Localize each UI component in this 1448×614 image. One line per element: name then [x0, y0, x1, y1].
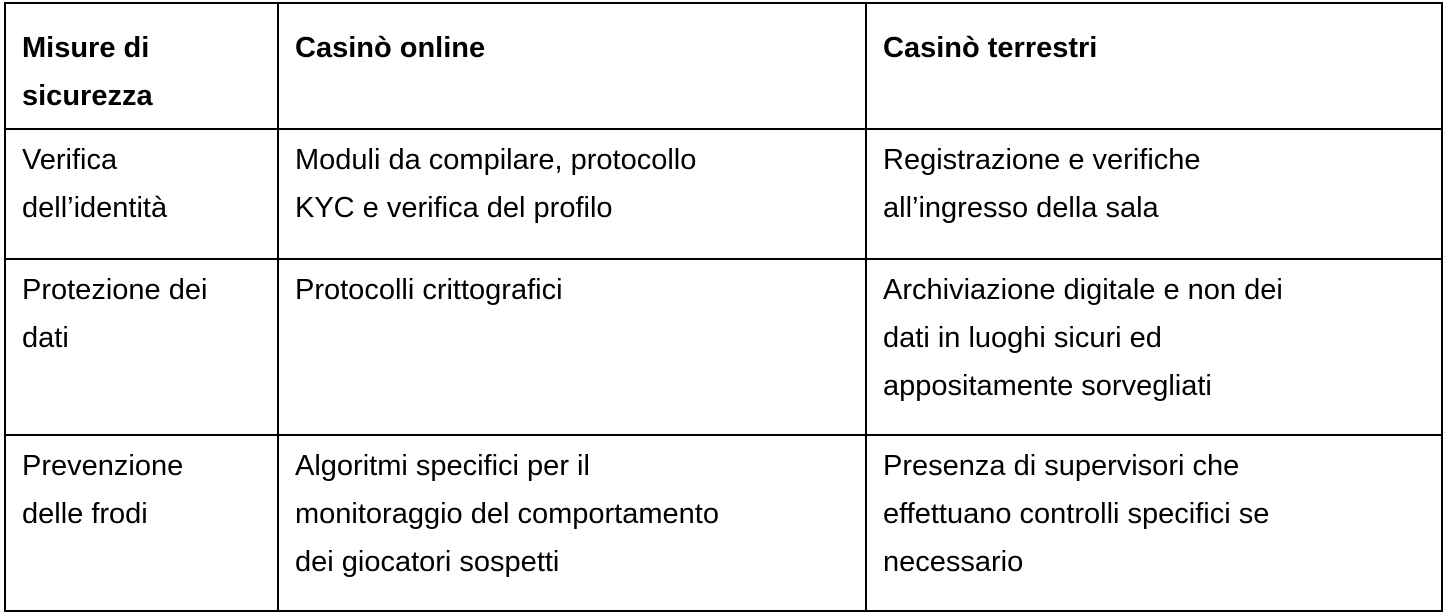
table-row [5, 435, 1442, 611]
header-online-casino-label: Casinò online [295, 32, 486, 64]
cell-online-text: Algoritmi specifici per il monitoraggio del comportamento dei giocatori sospetti [295, 450, 719, 578]
header-land-casino-label: Casinò terrestri [883, 32, 1098, 64]
cell-measure-text: Verifica dell’identità [22, 144, 168, 224]
cell-land [866, 259, 1442, 435]
cell-land [866, 129, 1442, 259]
cell-land-text: Presenza di supervisori che effettuano controlli specifici se necessario [883, 450, 1270, 578]
header-online-casino [278, 3, 866, 129]
header-land-casino [866, 3, 1442, 129]
cell-online [278, 129, 866, 259]
cell-online-text: Moduli da compilare, protocollo KYC e verifica del profilo [295, 144, 697, 224]
table-row [5, 259, 1442, 435]
cell-online [278, 259, 866, 435]
header-row [5, 3, 1442, 129]
header-measures-label: Misure di sicurezza [22, 32, 153, 112]
cell-measure [5, 129, 278, 259]
cell-land [866, 435, 1442, 611]
table-row [5, 129, 1442, 259]
security-comparison-table [4, 2, 1443, 612]
cell-land-text: Archiviazione digitale e non dei dati in luoghi sicuri ed appositamente sorvegliati [883, 274, 1283, 402]
cell-measure [5, 435, 278, 611]
cell-measure-text: Protezione dei dati [22, 274, 208, 354]
cell-measure-text: Prevenzione delle frodi [22, 450, 184, 530]
cell-online [278, 435, 866, 611]
cell-online-text: Protocolli crittografici [295, 274, 563, 306]
cell-land-text: Registrazione e verifiche all’ingresso della sala [883, 144, 1201, 224]
cell-measure [5, 259, 278, 435]
header-measures [5, 3, 278, 129]
